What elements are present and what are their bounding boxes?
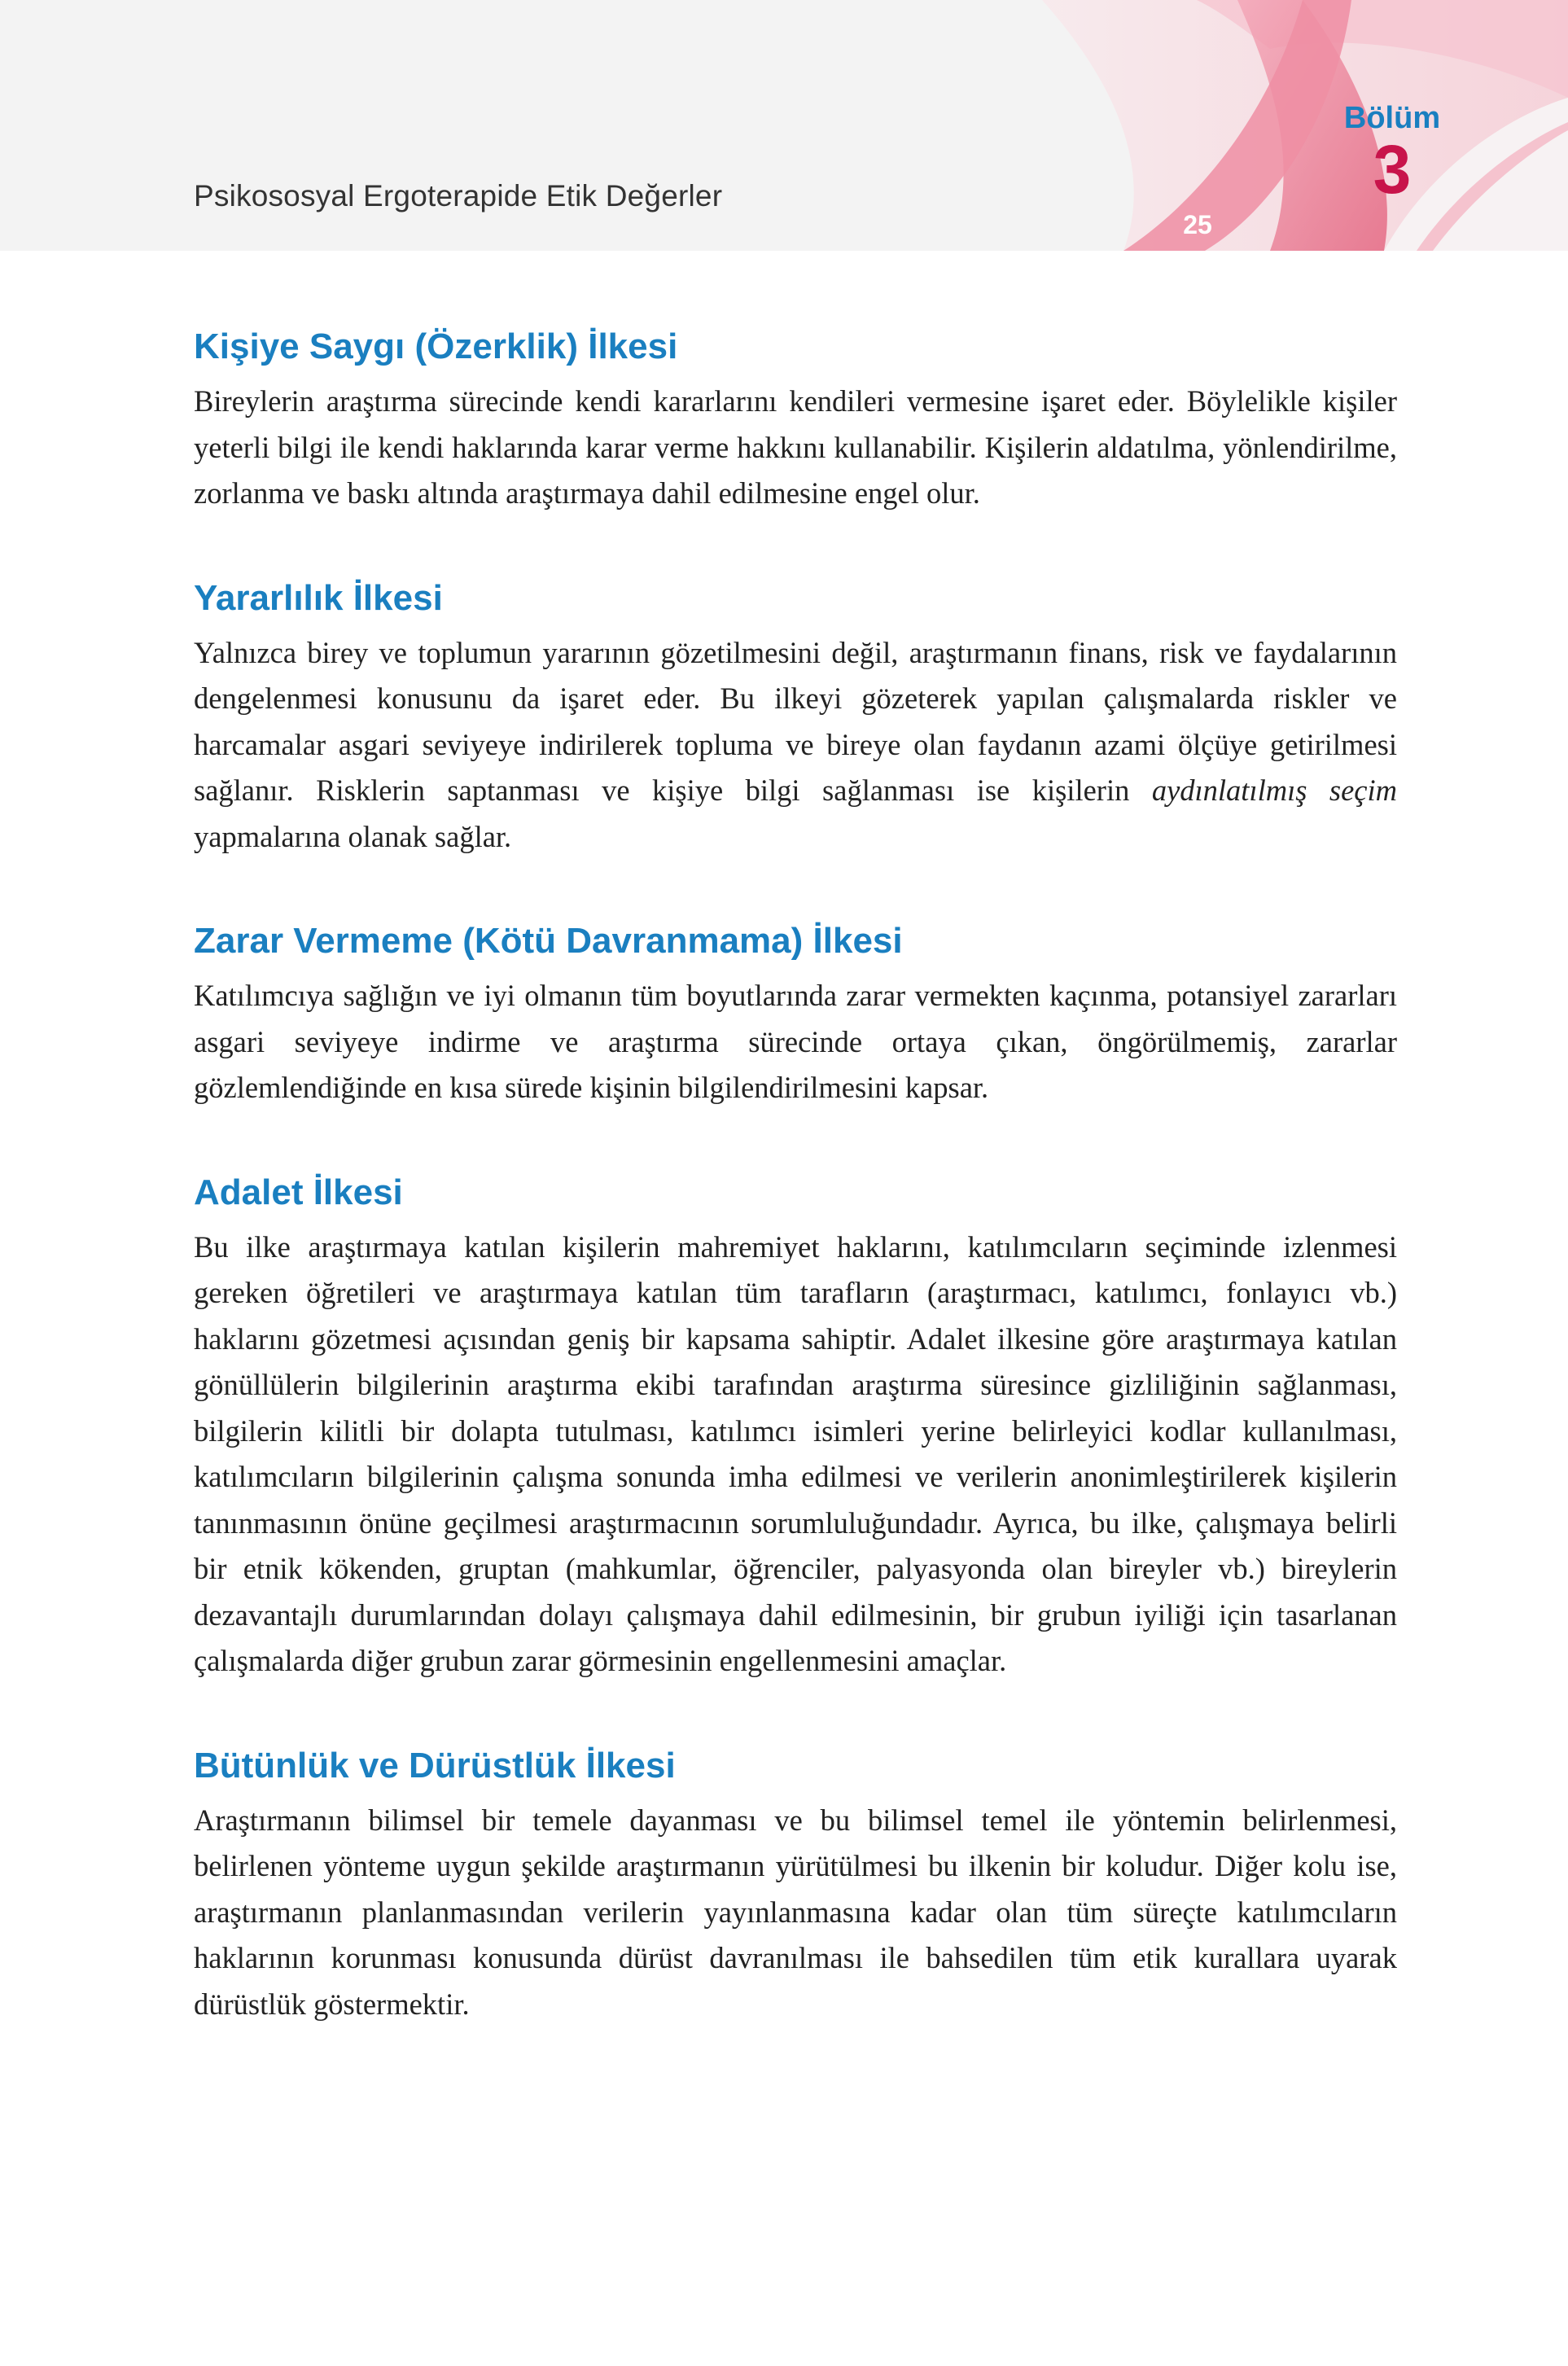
section-heading: Kişiye Saygı (Özerklik) İlkesi bbox=[194, 326, 678, 366]
section-beneficence bbox=[194, 576, 1397, 861]
running-title: Psikososyal Ergoterapide Etik Değerler bbox=[194, 179, 723, 213]
paragraph-italic-term: aydınlatılmış seçim bbox=[1151, 773, 1397, 807]
page-header bbox=[0, 0, 1568, 251]
section-heading: Zarar Vermeme (Kötü Davranmama) İlkesi bbox=[194, 921, 903, 961]
section-non-maleficence bbox=[194, 918, 1397, 1111]
section-respect-for-persons bbox=[194, 324, 1397, 517]
section-integrity-honesty bbox=[194, 1743, 1397, 2028]
section-heading: Bütünlük ve Dürüstlük İlkesi bbox=[194, 1745, 676, 1785]
section-paragraph bbox=[194, 630, 1397, 861]
section-heading: Adalet İlkesi bbox=[194, 1172, 403, 1212]
chapter-label: Bölüm bbox=[1343, 101, 1441, 135]
section-justice bbox=[194, 1170, 1397, 1685]
section-paragraph: Katılımcıya sağlığın ve iyi olmanın tüm boyutlarında zarar vermekten kaçınma, potansiyel zararları asgari seviyeye indirme ve araştırma sürecinde ortaya çıkan, öngörülmemiş, zararlar gözlemlendiğinde en kısa sürede kişinin bilgilendirilmesini kapsar. bbox=[194, 979, 1397, 1104]
chapter-number: 3 bbox=[1373, 131, 1412, 208]
page-number: 25 bbox=[1183, 210, 1212, 239]
section-paragraph: Bu ilke araştırmaya katılan kişilerin mahremiyet haklarını, katılımcıların seçiminde izlenmesi gereken öğretileri ve araştırmaya katılan tüm tarafların (araştırmacı, katılımcı, fonlayıcı vb.) haklarını gözetmesi açısından geniş bir kapsama sahiptir. Adalet ilkesine göre araştırmaya katılan gönüllülerin bilgilerinin araştırma ekibi tarafından araştırma süresince gizliliğinin sağlanması, bilgilerin kilitli bir dolapta tutulması, katılımcı isimleri yerine belirleyici kodlar kullanılması, katılımcıların bilgilerinin çalışma sonunda imha edilmesi ve verilerin anonimleştirilerek kişilerin tanınmasının önüne geçilmesi araştırmacının sorumluluğundadır. Ayrıca, bu ilke, çalışmaya belirli bir etnik kökenden, gruptan (mahkumlar, öğrenciler, palyasyonda olan bireyler vb.) bireylerin dezavantajlı durumlarından dolayı çalışmaya dahil edilmesinin, bir grubun iyiliği için tasarlanan çalışmalarda diğer grubun zarar görmesinin engellenmesini amaçlar. bbox=[194, 1229, 1397, 1677]
paragraph-text: Yalnızca birey ve toplumun yararının gözetilmesini değil, araştırmanın finans, risk ve faydalarının dengelenmesi konusunu da işaret eder. Bu ilkeyi gözeterek yapılan çalışmalarda riskler ve harcamalar asgari seviyeye indirilerek topluma ve bireye olan faydanın azami ölçüye getirilmesi sağlanır. Risklerin saptanması ve kişiye bilgi sağlanması ise kişilerin bbox=[194, 635, 1397, 807]
section-paragraph: Bireylerin araştırma sürecinde kendi kararlarını kendileri vermesine işaret eder. Böylelikle kişiler yeterli bilgi ile kendi haklarında karar verme hakkını kullanabilir. Kişilerin aldatılma, yönlendirilme, zorlanma ve baskı altında araştırmaya dahil edilmesine engel olur. bbox=[194, 384, 1397, 510]
main-content bbox=[194, 324, 1397, 2027]
section-heading: Yararlılık İlkesi bbox=[194, 577, 443, 618]
section-paragraph: Araştırmanın bilimsel bir temele dayanması ve bu bilimsel temel ile yöntemin belirlenmesi, belirlenen yönteme uygun şekilde araştırmanın yürütülmesi bu ilkenin bir koludur. Diğer kolu ise, araştırmanın planlanmasından verilerin yayınlanmasına kadar olan tüm süreçte katılımcıların haklarının korunması konusunda dürüst davranılması ile bahsedilen tüm etik kurallara uyarak dürüstlük göstermektir. bbox=[194, 1803, 1397, 2021]
paragraph-text: yapmalarına olanak sağlar. bbox=[194, 819, 512, 853]
